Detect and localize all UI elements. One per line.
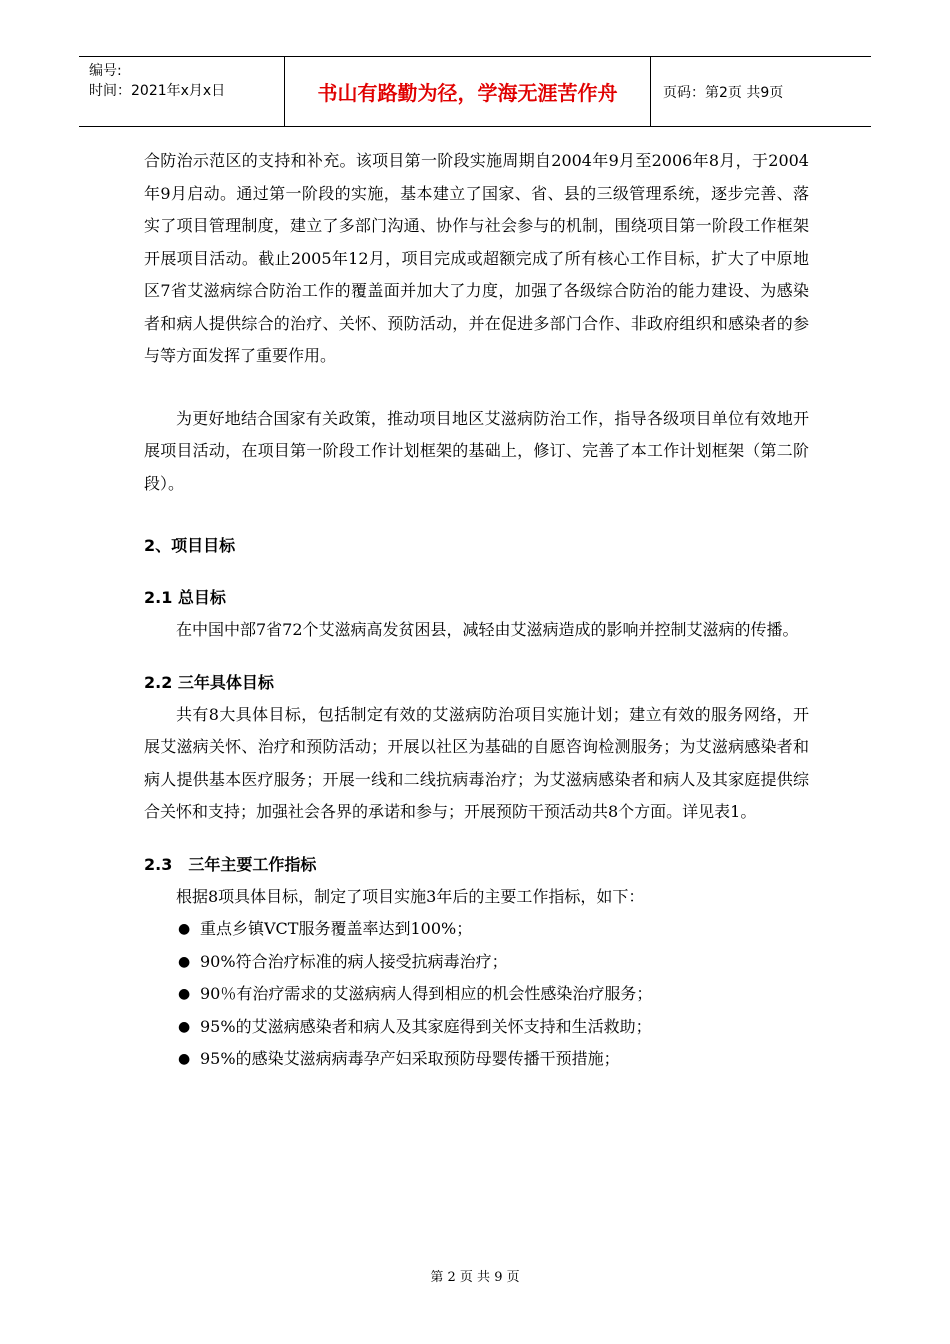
section-2-1-title: 2.1 总目标 (144, 588, 226, 607)
page-footer: 第 2 页 共 9 页 (430, 1270, 520, 1285)
page-header (79, 56, 871, 127)
indicator-list (144, 913, 809, 1076)
bullet-icon: ● (178, 1051, 191, 1067)
bullet-icon: ● (178, 921, 191, 937)
header-meta (79, 57, 284, 126)
section-2-2-title: 2.2 三年具体目标 (144, 672, 274, 692)
header-motto: 书山有路勤为径，学海无涯苦作舟 (284, 57, 651, 126)
section-2-2-text: 共有8大具体目标，包括制定有效的艾滋病防治项目实施计划；建立有效的服务网络，开展艾滋病关怀、治疗和预防活动；开展以社区为基础的自愿咨询检测服务；为艾滋病感染者和病人提供基本医疗服务；开展一线和二线抗病毒治疗；为艾滋病感染者和病人及其家庭提供综合关怀和支持；加强社会各界的承诺和参与；开展预防干预活动共8个方面。详见表1。 (144, 704, 809, 821)
document-number-label: 编号: (89, 63, 122, 79)
list-item: ● 90%符合治疗标准的病人接受抗病毒治疗； (144, 946, 809, 979)
document-body (144, 145, 809, 1076)
list-item: ● 95%的感染艾滋病病毒孕产妇采取预防母婴传播干预措施； (144, 1043, 809, 1076)
bullet-icon: ● (178, 1018, 191, 1035)
list-item: ● 重点乡镇VCT服务覆盖率达到100%； (144, 913, 809, 946)
section-2-3-intro: 根据8项具体目标，制定了项目实施3年后的主要工作指标，如下： (176, 886, 645, 906)
bullet-icon: ● (178, 986, 191, 1002)
section-2-title: 2、项目目标 (144, 536, 236, 555)
document-time: 时间：2021年x月x日 (89, 83, 226, 99)
section-2-1-text: 在中国中部7省72个艾滋病高发贫困县，减轻由艾滋病造成的影响并控制艾滋病的传播。 (176, 620, 799, 639)
bullet-icon: ● (178, 953, 191, 970)
list-item: ● 95%的艾滋病感染者和病人及其家庭得到关怀支持和生活救助； (144, 1011, 809, 1044)
header-page-info: 页码：第2页 共9页 (663, 84, 784, 101)
paragraph-framework: 为更好地结合国家有关政策，推动项目地区艾滋病防治工作，指导各级项目单位有效地开展项目活动，在项目第一阶段工作计划框架的基础上，修订、完善了本工作计划框架（第二阶段）。 (144, 408, 809, 493)
section-2-3-title: 2.3 三年主要工作指标 (144, 854, 317, 874)
paragraph-intro-continued: 合防治示范区的支持和补充。该项目第一阶段实施周期自2004年9月至2006年8月，于2004年9月启动。通过第一阶段的实施，基本建立了国家、省、县的三级管理系统，逐步完善、落实了项目管理制度，建立了多部门沟通、协作与社会参与的机制，围绕项目第一阶段工作框架开展项目活动。截止2005年12月，项目完成或超额完成了所有核心工作目标，扩大了中原地区7省艾滋病综合防治工作的覆盖面并加大了力度，加强了各级综合防治的能力建设、为感染者和病人提供综合的治疗、关怀、预防活动，并在促进多部门合作、非政府组织和感染者的参与等方面发挥了重要作用。 (144, 151, 809, 365)
list-item: ● 90％有治疗需求的艾滋病病人得到相应的机会性感染治疗服务； (144, 978, 809, 1011)
